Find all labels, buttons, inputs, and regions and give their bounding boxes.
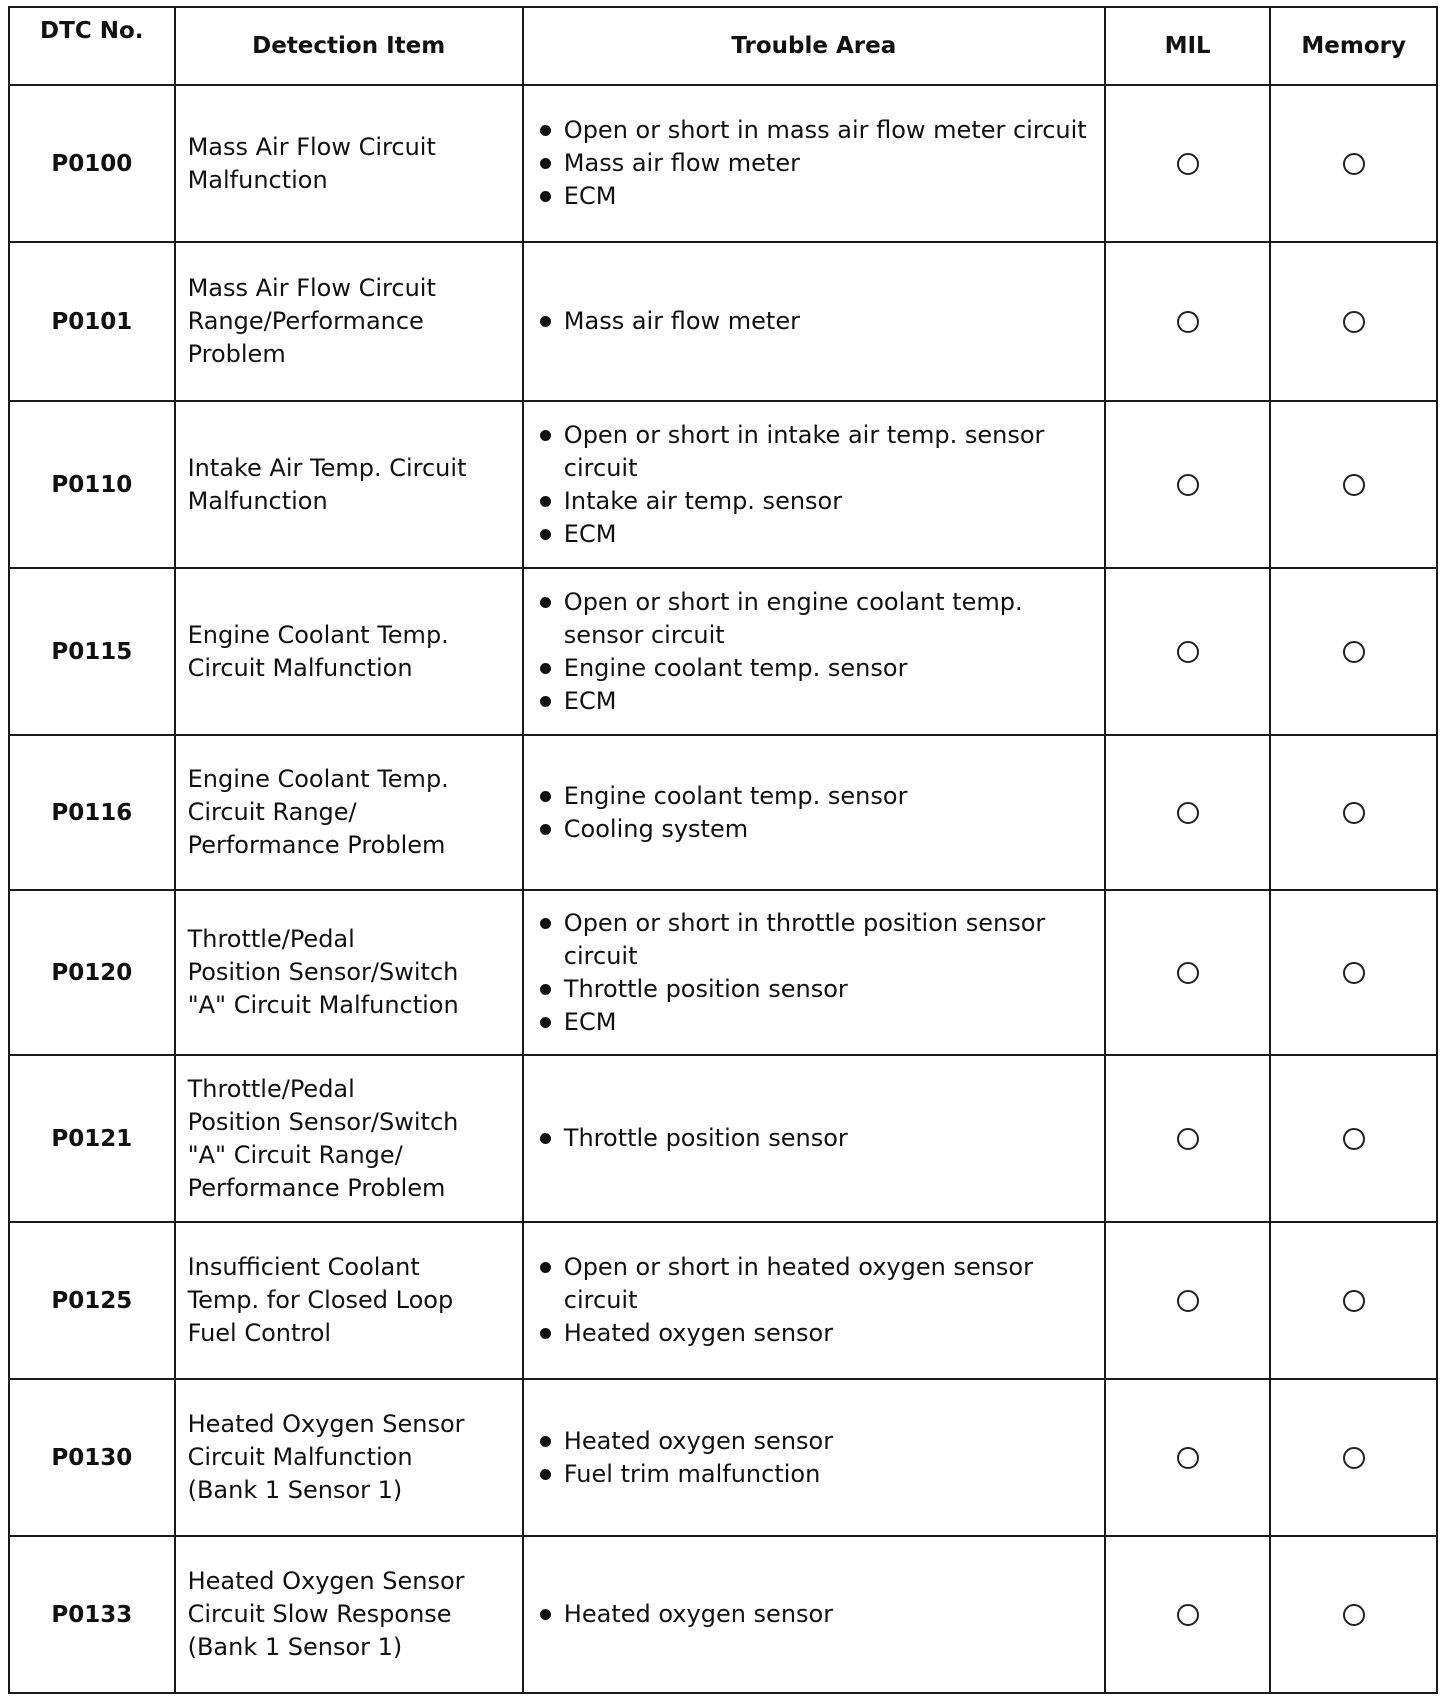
trouble-area-list bbox=[536, 1122, 1094, 1155]
trouble-area-item bbox=[536, 1598, 1094, 1631]
detection-item-cell bbox=[175, 1536, 523, 1693]
memory-cell bbox=[1270, 1536, 1437, 1693]
trouble-area-item bbox=[536, 419, 1094, 485]
trouble-area-item bbox=[536, 114, 1094, 147]
dtc-code: P0121 bbox=[9, 1055, 175, 1222]
bullet-icon bbox=[540, 430, 551, 441]
table-row bbox=[9, 1055, 1437, 1222]
detection-item: Engine Coolant Temp. Circuit Range/ Performance Problem bbox=[187, 765, 449, 859]
dtc-code: P0125 bbox=[9, 1222, 175, 1379]
header-row bbox=[9, 7, 1437, 85]
trouble-area-list bbox=[536, 1598, 1094, 1631]
memory-cell bbox=[1270, 242, 1437, 401]
trouble-area-list bbox=[536, 780, 1094, 846]
trouble-area-text: Mass air flow meter bbox=[563, 307, 800, 335]
trouble-area-text: ECM bbox=[563, 519, 617, 548]
trouble-area-item bbox=[536, 305, 1094, 338]
trouble-area-item bbox=[536, 180, 1094, 213]
detection-item-cell bbox=[175, 401, 523, 568]
mil-cell bbox=[1105, 401, 1271, 568]
trouble-area-text: Open or short in throttle position sensor circuit bbox=[563, 908, 1046, 970]
bullet-icon bbox=[540, 1133, 551, 1144]
mil-cell bbox=[1105, 1536, 1271, 1693]
trouble-area-cell bbox=[523, 890, 1105, 1055]
trouble-area-cell bbox=[523, 735, 1105, 890]
detection-item: Intake Air Temp. Circuit Malfunction bbox=[187, 453, 467, 515]
trouble-area-list bbox=[536, 1251, 1094, 1350]
dtc-code: P0115 bbox=[9, 568, 175, 735]
dtc-code: P0101 bbox=[9, 242, 175, 401]
trouble-area-item bbox=[536, 1317, 1094, 1350]
trouble-area-item bbox=[536, 973, 1094, 1006]
memory-cell bbox=[1270, 1055, 1437, 1222]
memory-circle-icon bbox=[1343, 474, 1365, 496]
trouble-area-item bbox=[536, 147, 1094, 180]
bullet-icon bbox=[540, 984, 551, 995]
trouble-area-item bbox=[536, 1006, 1094, 1039]
trouble-area-item bbox=[536, 1251, 1094, 1317]
detection-item: Throttle/Pedal Position Sensor/Switch "A" Circuit Malfunction bbox=[187, 925, 459, 1019]
bullet-icon bbox=[540, 496, 551, 507]
bullet-icon bbox=[540, 1262, 551, 1273]
trouble-area-cell bbox=[523, 568, 1105, 735]
trouble-area-item bbox=[536, 685, 1094, 718]
memory-cell bbox=[1270, 85, 1437, 242]
bullet-icon bbox=[540, 1436, 551, 1447]
header-memory: Memory bbox=[1270, 7, 1437, 85]
mil-circle-icon bbox=[1177, 1128, 1199, 1150]
dtc-code: P0130 bbox=[9, 1379, 175, 1536]
detection-item-cell bbox=[175, 890, 523, 1055]
dtc-code: P0100 bbox=[9, 85, 175, 242]
bullet-icon bbox=[540, 1469, 551, 1480]
bullet-icon bbox=[540, 791, 551, 802]
bullet-icon bbox=[540, 191, 551, 202]
mil-circle-icon bbox=[1177, 1290, 1199, 1312]
trouble-area-text: Open or short in mass air flow meter circuit bbox=[563, 116, 1087, 144]
memory-circle-icon bbox=[1343, 1604, 1365, 1626]
trouble-area-item bbox=[536, 518, 1094, 551]
trouble-area-cell bbox=[523, 1536, 1105, 1693]
trouble-area-cell bbox=[523, 242, 1105, 401]
detection-item-cell bbox=[175, 1379, 523, 1536]
mil-cell bbox=[1105, 85, 1271, 242]
memory-circle-icon bbox=[1343, 1290, 1365, 1312]
mil-cell bbox=[1105, 568, 1271, 735]
trouble-area-item bbox=[536, 652, 1094, 685]
detection-item: Heated Oxygen Sensor Circuit Slow Response (Bank 1 Sensor 1) bbox=[187, 1567, 465, 1661]
bullet-icon bbox=[540, 918, 551, 929]
dtc-table bbox=[8, 6, 1438, 1694]
trouble-area-item bbox=[536, 907, 1094, 973]
table-row bbox=[9, 1379, 1437, 1536]
header-dtc-no: DTC No. bbox=[9, 7, 175, 85]
trouble-area-cell bbox=[523, 85, 1105, 242]
trouble-area-cell bbox=[523, 1055, 1105, 1222]
bullet-icon bbox=[540, 1017, 551, 1028]
detection-item-cell bbox=[175, 568, 523, 735]
memory-circle-icon bbox=[1343, 153, 1365, 175]
trouble-area-item bbox=[536, 485, 1094, 518]
trouble-area-cell bbox=[523, 401, 1105, 568]
dtc-code: P0120 bbox=[9, 890, 175, 1055]
trouble-area-item bbox=[536, 1425, 1094, 1458]
trouble-area-list bbox=[536, 1425, 1094, 1491]
trouble-area-text: Throttle position sensor bbox=[563, 1124, 848, 1152]
bullet-icon bbox=[540, 824, 551, 835]
trouble-area-list bbox=[536, 907, 1094, 1039]
trouble-area-text: ECM bbox=[563, 182, 617, 210]
mil-cell bbox=[1105, 1055, 1271, 1222]
table-row bbox=[9, 1222, 1437, 1379]
trouble-area-list bbox=[536, 586, 1094, 718]
detection-item: Mass Air Flow Circuit Malfunction bbox=[187, 132, 436, 194]
mil-circle-icon bbox=[1177, 474, 1199, 496]
bullet-icon bbox=[540, 316, 551, 327]
memory-circle-icon bbox=[1343, 1128, 1365, 1150]
memory-circle-icon bbox=[1343, 311, 1365, 333]
trouble-area-text: Intake air temp. sensor bbox=[563, 486, 843, 515]
detection-item: Engine Coolant Temp. Circuit Malfunction bbox=[187, 620, 449, 682]
detection-item-cell bbox=[175, 735, 523, 890]
mil-circle-icon bbox=[1177, 1604, 1199, 1626]
trouble-area-list bbox=[536, 419, 1094, 551]
table-row bbox=[9, 735, 1437, 890]
trouble-area-text: Open or short in intake air temp. sensor circuit bbox=[563, 420, 1045, 482]
mil-cell bbox=[1105, 1222, 1271, 1379]
mil-circle-icon bbox=[1177, 641, 1199, 663]
trouble-area-list bbox=[536, 114, 1094, 213]
mil-circle-icon bbox=[1177, 1447, 1199, 1469]
trouble-area-list bbox=[536, 305, 1094, 338]
memory-cell bbox=[1270, 735, 1437, 890]
memory-circle-icon bbox=[1343, 641, 1365, 663]
mil-circle-icon bbox=[1177, 962, 1199, 984]
trouble-area-text: ECM bbox=[563, 1007, 617, 1036]
bullet-icon bbox=[540, 696, 551, 707]
memory-cell bbox=[1270, 1222, 1437, 1379]
dtc-code: P0133 bbox=[9, 1536, 175, 1693]
detection-item: Heated Oxygen Sensor Circuit Malfunction (Bank 1 Sensor 1) bbox=[187, 1410, 465, 1504]
mil-cell bbox=[1105, 1379, 1271, 1536]
mil-circle-icon bbox=[1177, 153, 1199, 175]
header-trouble-area: Trouble Area bbox=[523, 7, 1105, 85]
trouble-area-text: Open or short in heated oxygen sensor circuit bbox=[563, 1253, 1033, 1314]
dtc-table-body bbox=[9, 85, 1437, 1693]
trouble-area-text: Fuel trim malfunction bbox=[563, 1459, 821, 1488]
detection-item-cell bbox=[175, 242, 523, 401]
detection-item: Throttle/Pedal Position Sensor/Switch "A" Circuit Range/ Performance Problem bbox=[187, 1074, 459, 1202]
dtc-code: P0110 bbox=[9, 401, 175, 568]
trouble-area-text: Engine coolant temp. sensor bbox=[563, 781, 908, 810]
memory-cell bbox=[1270, 401, 1437, 568]
bullet-icon bbox=[540, 597, 551, 608]
trouble-area-text: Heated oxygen sensor bbox=[563, 1319, 834, 1347]
trouble-area-text: Engine coolant temp. sensor bbox=[563, 653, 908, 682]
detection-item-cell bbox=[175, 1222, 523, 1379]
bullet-icon bbox=[540, 1609, 551, 1620]
trouble-area-text: ECM bbox=[563, 686, 617, 715]
trouble-area-item bbox=[536, 586, 1094, 652]
detection-item-cell bbox=[175, 1055, 523, 1222]
mil-cell bbox=[1105, 242, 1271, 401]
trouble-area-text: Throttle position sensor bbox=[563, 974, 848, 1003]
memory-circle-icon bbox=[1343, 802, 1365, 824]
memory-circle-icon bbox=[1343, 1447, 1365, 1469]
mil-cell bbox=[1105, 735, 1271, 890]
header-mil: MIL bbox=[1105, 7, 1271, 85]
bullet-icon bbox=[540, 1328, 551, 1339]
detection-item-cell bbox=[175, 85, 523, 242]
trouble-area-text: Heated oxygen sensor bbox=[563, 1600, 834, 1628]
bullet-icon bbox=[540, 529, 551, 540]
bullet-icon bbox=[540, 663, 551, 674]
bullet-icon bbox=[540, 125, 551, 136]
trouble-area-item bbox=[536, 1122, 1094, 1155]
dtc-code: P0116 bbox=[9, 735, 175, 890]
trouble-area-cell bbox=[523, 1222, 1105, 1379]
table-row bbox=[9, 242, 1437, 401]
header-detection-item: Detection Item bbox=[175, 7, 523, 85]
memory-cell bbox=[1270, 890, 1437, 1055]
bullet-icon bbox=[540, 158, 551, 169]
detection-item: Mass Air Flow Circuit Range/Performance Problem bbox=[187, 274, 436, 368]
trouble-area-text: Heated oxygen sensor bbox=[563, 1426, 834, 1455]
memory-circle-icon bbox=[1343, 962, 1365, 984]
table-row bbox=[9, 568, 1437, 735]
mil-circle-icon bbox=[1177, 802, 1199, 824]
trouble-area-item bbox=[536, 813, 1094, 846]
table-row bbox=[9, 85, 1437, 242]
detection-item: Insufficient Coolant Temp. for Closed Loop Fuel Control bbox=[187, 1253, 454, 1347]
memory-cell bbox=[1270, 1379, 1437, 1536]
mil-circle-icon bbox=[1177, 311, 1199, 333]
table-row bbox=[9, 890, 1437, 1055]
trouble-area-item bbox=[536, 1458, 1094, 1491]
trouble-area-text: Open or short in engine coolant temp. sensor circuit bbox=[563, 587, 1023, 649]
trouble-area-item bbox=[536, 780, 1094, 813]
mil-cell bbox=[1105, 890, 1271, 1055]
trouble-area-cell bbox=[523, 1379, 1105, 1536]
memory-cell bbox=[1270, 568, 1437, 735]
table-row bbox=[9, 1536, 1437, 1693]
table-row bbox=[9, 401, 1437, 568]
trouble-area-text: Cooling system bbox=[563, 814, 749, 843]
trouble-area-text: Mass air flow meter bbox=[563, 149, 800, 177]
